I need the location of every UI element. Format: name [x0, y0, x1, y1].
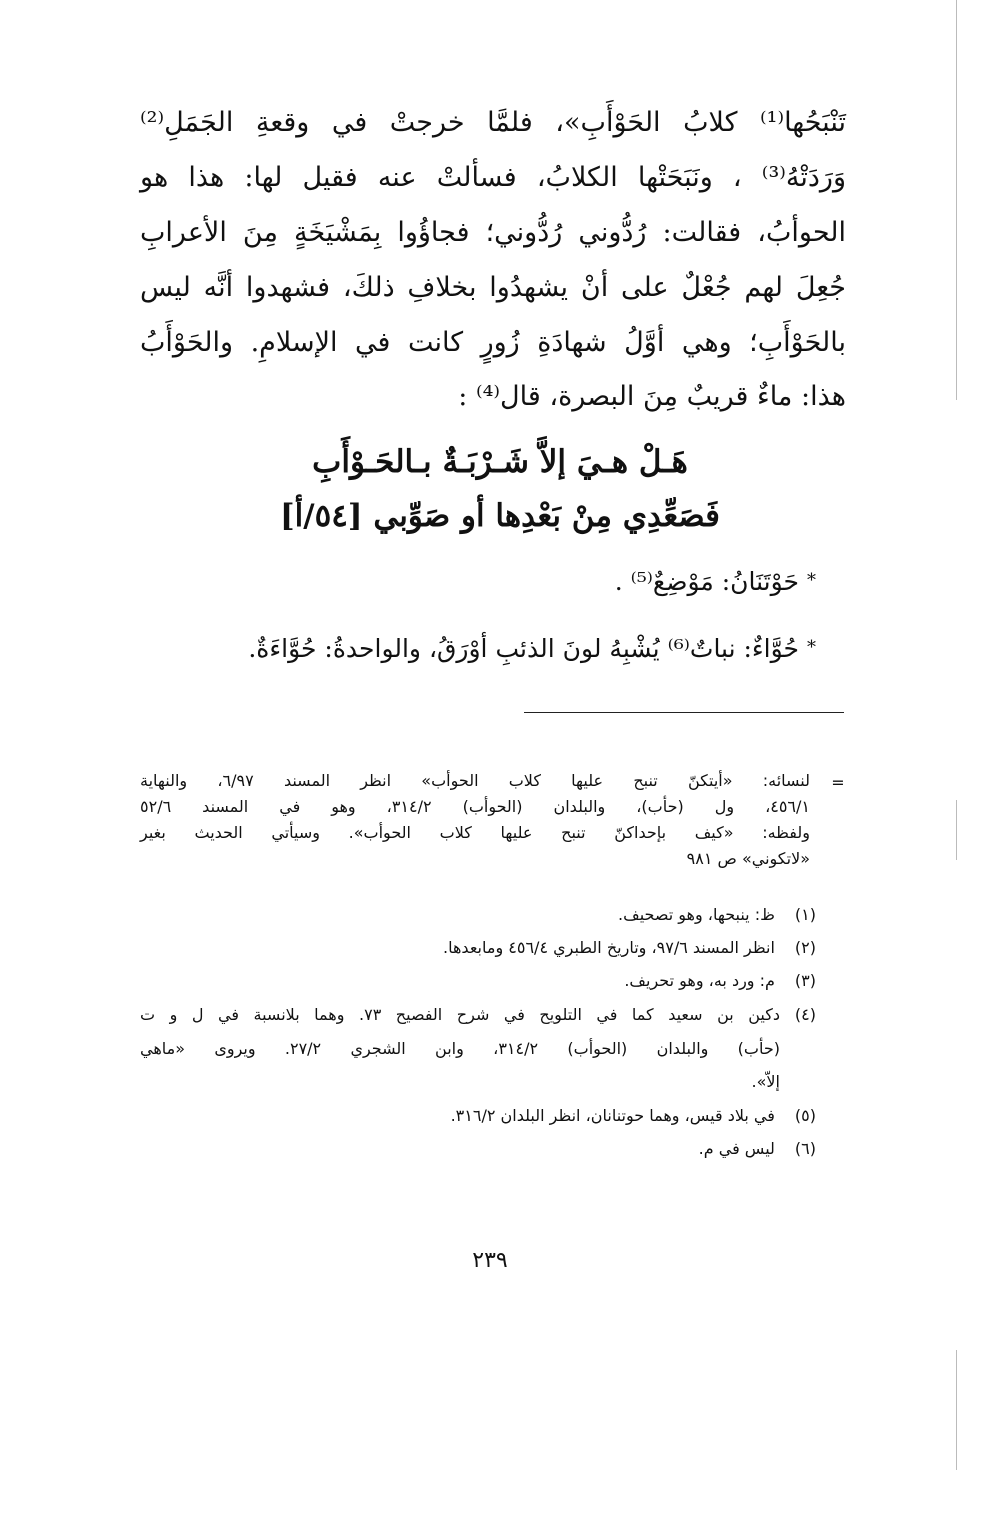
footnote-continuation-mark: = — [831, 773, 845, 792]
body-line-2: وَرَدَتْهُ⁽³⁾ ، ونَبَحَتْها الكلابُ، فسألتْ عنه فقيل لها: هذا هو — [140, 162, 846, 193]
footnote-text: ليس في م. — [698, 1139, 775, 1158]
footnote-1 — [140, 902, 816, 928]
footnote-separator — [524, 712, 844, 713]
page-number: ٢٣٩ — [472, 1248, 508, 1273]
footnote-number: (٢) — [794, 938, 816, 957]
footnote-text: م: ورد به، وهو تحريف. — [624, 971, 775, 990]
footnote-continuation-line-1: لنسائه: «أيتكنّ تنبح عليها كلاب الحوأب» انظر المسند ٦/٩٧، والنهاية — [140, 771, 810, 790]
scan-edge-mark — [956, 1350, 957, 1470]
body-line-5: بالحَوْأَبِ؛ وهي أوَّلُ شهادَةِ زُورٍ كانت في الإسلامِ. والحَوْأَبُ — [140, 327, 846, 358]
footnote-text: في بلاد قيس، وهما حوتنانان، انظر البلدان ٣١٦/٢. — [450, 1106, 775, 1125]
footnote-6 — [140, 1136, 816, 1162]
poem-hemistich-2: فَصَعِّدِي مِنْ بَعْدِها أو صَوِّبي [٥٤/أ] — [280, 498, 720, 534]
footnote-continuation-line-3: ولفظه: «كيف بإحداكنّ تنبح عليها كلاب الحوأب». وسيأتي الحديث بغير — [140, 823, 810, 842]
footnote-number: (٤) — [794, 1005, 816, 1024]
footnote-4-line-2: (حأب) والبلدان (الحوأب) ٣١٤/٢، وابن الشجري ٢٧/٢. ويروى «ماهي — [140, 1039, 780, 1058]
footnote-continuation-line-4: «لاتكوني» ص ٩٨١ — [686, 849, 810, 868]
entry-text: حُوَّاءٌ: نباتٌ⁽⁶⁾ يُشْبِهُ لونَ الذئبِ أوْرَقُ، والواحدةُ: حُوَّاءَةٌ. — [248, 634, 799, 663]
entry-text: حَوْتَنَانُ: مَوْضِعٌ⁽⁵⁾ . — [614, 567, 799, 596]
body-line-3: الحوأبُ، فقالت: رُدُّوني رُدُّوني؛ فجاؤُوا بِمَشْيَخَةٍ مِنَ الأعرابِ — [140, 217, 846, 248]
footnote-number: (٣) — [794, 971, 816, 990]
footnote-continuation-line-2: ٤٥٦/١، ول (حأب)، والبلدان (الحوأب) ٣١٤/٢، وهو في المسند ٥٢/٦ — [140, 797, 810, 816]
footnote-number: (٥) — [794, 1106, 816, 1125]
body-line-1: تَنْبَحُها⁽¹⁾ كلابُ الحَوْأَبِ»، فلمَّا خرجتْ في وقعةِ الجَمَلِ⁽²⁾ — [140, 107, 846, 138]
entry-huwwa — [140, 628, 816, 669]
poem-hemistich-1: هَـلْ هـيَ إلاَّ شَـرْبَـةٌ بـالحَـوْأَبِ — [312, 444, 688, 480]
scan-edge-mark — [956, 0, 957, 400]
footnote-number: (٦) — [794, 1139, 816, 1158]
footnote-number: (١) — [794, 905, 816, 924]
entry-star: * — [807, 570, 816, 591]
footnote-text: انظر المسند ٩٧/٦، وتاريخ الطبري ٤٥٦/٤ ومابعدها. — [443, 938, 775, 957]
footnote-5 — [140, 1103, 816, 1129]
scan-edge-mark — [956, 800, 957, 860]
body-line-4: جُعِلَ لهم جُعْلٌ على أنْ يشهدُوا بخلافِ ذلكَ، فشهدوا أنَّه ليس — [140, 272, 846, 303]
footnote-3 — [140, 968, 816, 994]
footnote-text: ظ: ينبحها، وهو تصحيف. — [618, 905, 775, 924]
footnote-2 — [140, 935, 816, 961]
entry-star: * — [807, 637, 816, 658]
footnote-4-line-3: إلاّ». — [751, 1072, 780, 1091]
body-line-6: هذا: ماءٌ قريبٌ مِنَ البصرة، قال⁽⁴⁾ : — [458, 381, 846, 412]
entry-hawtanan — [140, 561, 816, 602]
footnote-4-line-1: دكين بن سعيد كما في التلويح في شرح الفصيح ٧٣. وهما بلانسبة في ل و ت — [140, 1005, 781, 1024]
